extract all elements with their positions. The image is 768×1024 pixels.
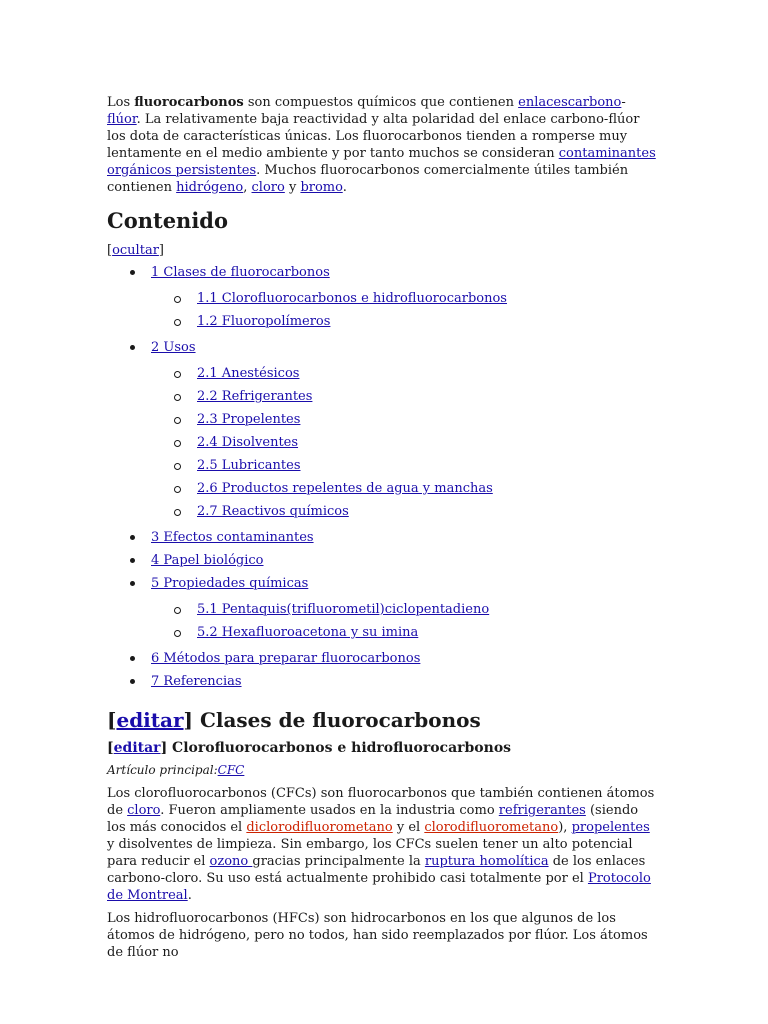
section-heading — [107, 707, 659, 733]
link-enlaces-carbono[interactable]: enlacescarbono — [518, 95, 622, 110]
toc-subitem — [151, 310, 659, 333]
redlink-clorodifluorometano[interactable]: clorodifluorometano — [424, 820, 559, 835]
toc-title: Contenido — [107, 208, 228, 233]
toc-link[interactable]: 3 Efectos contaminantes — [151, 530, 314, 545]
intro-text: y — [284, 180, 301, 195]
toc-sublink[interactable]: 2.4 Disolventes — [197, 435, 299, 450]
intro-text: , — [243, 180, 252, 195]
paragraph-text: y el — [392, 820, 425, 835]
toc-link[interactable]: 2 Usos — [151, 340, 196, 355]
bracket: ] — [183, 708, 193, 732]
toc-subitem — [151, 598, 659, 621]
toc-subitem — [151, 287, 659, 310]
toc-sublink[interactable]: 1.1 Clorofluorocarbonos e hidrofluorocarbonos — [197, 291, 507, 306]
paragraph-text: . — [187, 888, 192, 903]
toc-sublink[interactable]: 2.7 Reactivos químicos — [197, 504, 349, 519]
toc-link[interactable]: 7 Referencias — [151, 674, 242, 689]
redlink-diclorodifluorometano[interactable]: diclorodifluorometano — [246, 820, 393, 835]
main-article-note — [107, 762, 659, 779]
section-title: Clases de fluorocarbonos — [192, 708, 481, 732]
bracket: [ — [107, 740, 114, 756]
link-ruptura-homolitica[interactable]: ruptura homolítica — [424, 854, 549, 869]
link-protocolo-montreal[interactable]: Protocolo de Montreal — [107, 871, 651, 903]
toc-link[interactable]: 6 Métodos para preparar fluorocarbonos — [151, 651, 421, 666]
toc-sublist — [151, 598, 659, 644]
toc-sublink[interactable]: 2.5 Lubricantes — [197, 458, 301, 473]
intro-text: - — [621, 95, 626, 110]
bracket: [ — [107, 708, 117, 732]
toc-subitem — [151, 477, 659, 500]
link-ozono[interactable]: ozono — [209, 854, 253, 869]
article-body — [107, 94, 659, 967]
paragraph-text: gracias principalmente la — [252, 854, 425, 869]
intro-text: . La relativamente baja reactividad y alta polaridad del enlace carbono-flúor los dota de características únicas. Los fluorocarbonos tienden a romperse muy lentamente en el medio ambiente y por tanto muchos se consideran — [107, 112, 640, 161]
link-cloro-2[interactable]: cloro — [127, 803, 161, 818]
link-contaminantes[interactable]: contaminantes orgánicos persistentes — [107, 146, 656, 178]
toc-subitem — [151, 385, 659, 408]
intro-text: . — [342, 180, 347, 195]
paragraph-text: (siendo los más conocidos el — [107, 803, 639, 835]
paragraph-text: y disolventes de limpieza. Sin embargo, los CFCs suelen tener un alto potencial para reducir el — [107, 837, 633, 869]
toc-hide-link[interactable]: ocultar — [112, 243, 159, 258]
link-propelentes[interactable]: propelentes — [571, 820, 650, 835]
main-article-link[interactable]: CFC — [217, 763, 245, 777]
toc-subitem — [151, 500, 659, 523]
intro-text: son compuestos químicos que contienen — [243, 95, 519, 110]
toc-sublink[interactable]: 2.2 Refrigerantes — [197, 389, 313, 404]
paragraph-text: Los clorofluorocarbonos (CFCs) son fluorocarbonos que también contienen átomos de — [107, 786, 655, 818]
edit-subsection-link[interactable]: editar — [113, 740, 161, 756]
paragraph-text: de los enlaces carbono-cloro. Su uso está actualmente prohibido casi totalmente por el — [107, 854, 646, 886]
toc-item — [107, 670, 659, 693]
intro-bold-term: fluorocarbonos — [134, 95, 244, 110]
toc-sublist — [151, 287, 659, 333]
bracket: ] — [158, 243, 164, 258]
toc-subitem — [151, 431, 659, 454]
intro-text: Los — [107, 95, 135, 110]
toc-link[interactable]: 4 Papel biológico — [151, 553, 264, 568]
toc-sublink[interactable]: 2.6 Productos repelentes de agua y manchas — [197, 481, 493, 496]
intro-text: . Muchos fluorocarbonos comercialmente útiles también contienen — [107, 163, 629, 195]
toc-sublink[interactable]: 1.2 Fluoropolímeros — [197, 314, 331, 329]
paragraph-cfc — [107, 785, 659, 904]
toc-link[interactable]: 5 Propiedades químicas — [151, 576, 309, 591]
toc-item — [107, 526, 659, 549]
toc-subitem — [151, 621, 659, 644]
toc-item — [107, 549, 659, 572]
toc-sublink[interactable]: 5.1 Pentaquis(trifluorometil)ciclopentadieno — [197, 602, 490, 617]
toc-item — [107, 336, 659, 526]
link-hidrogeno[interactable]: hidrógeno — [176, 180, 244, 195]
subsection-title: Clorofluorocarbonos e hidrofluorocarbonos — [167, 740, 512, 756]
toc-link[interactable]: 1 Clases de fluorocarbonos — [151, 265, 330, 280]
toc-item — [107, 572, 659, 647]
toc-sublist — [151, 362, 659, 523]
paragraph-text: ), — [558, 820, 572, 835]
toc-subitem — [151, 362, 659, 385]
edit-section-link[interactable]: editar — [116, 708, 184, 732]
toc-item — [107, 647, 659, 670]
toc-toggle — [107, 242, 659, 259]
toc-sublink[interactable]: 2.1 Anestésicos — [197, 366, 300, 381]
toc-subitem — [151, 454, 659, 477]
paragraph-text: . Fueron ampliamente usados en la industria como — [160, 803, 499, 818]
table-of-contents — [107, 261, 659, 693]
intro-paragraph — [107, 94, 659, 196]
paragraph-hfc: Los hidrofluorocarbonos (HFCs) son hidrocarbonos en los que algunos de los átomos de hidrógeno, pero no todos, han sido reemplazados por flúor. Los átomos de flúor no — [107, 911, 648, 960]
link-refrigerantes[interactable]: refrigerantes — [498, 803, 586, 818]
toc-sublink[interactable]: 2.3 Propelentes — [197, 412, 301, 427]
toc-subitem — [151, 408, 659, 431]
link-bromo[interactable]: bromo — [300, 180, 343, 195]
bracket: ] — [160, 740, 168, 756]
toc-sublink[interactable]: 5.2 Hexafluoroacetona y su imina — [197, 625, 419, 640]
link-fluor[interactable]: flúor — [107, 112, 137, 127]
main-article-label: Artículo principal: — [107, 763, 218, 777]
toc-item — [107, 261, 659, 336]
subsection-heading — [107, 739, 659, 758]
bracket: [ — [107, 243, 113, 258]
link-cloro[interactable]: cloro — [251, 180, 285, 195]
